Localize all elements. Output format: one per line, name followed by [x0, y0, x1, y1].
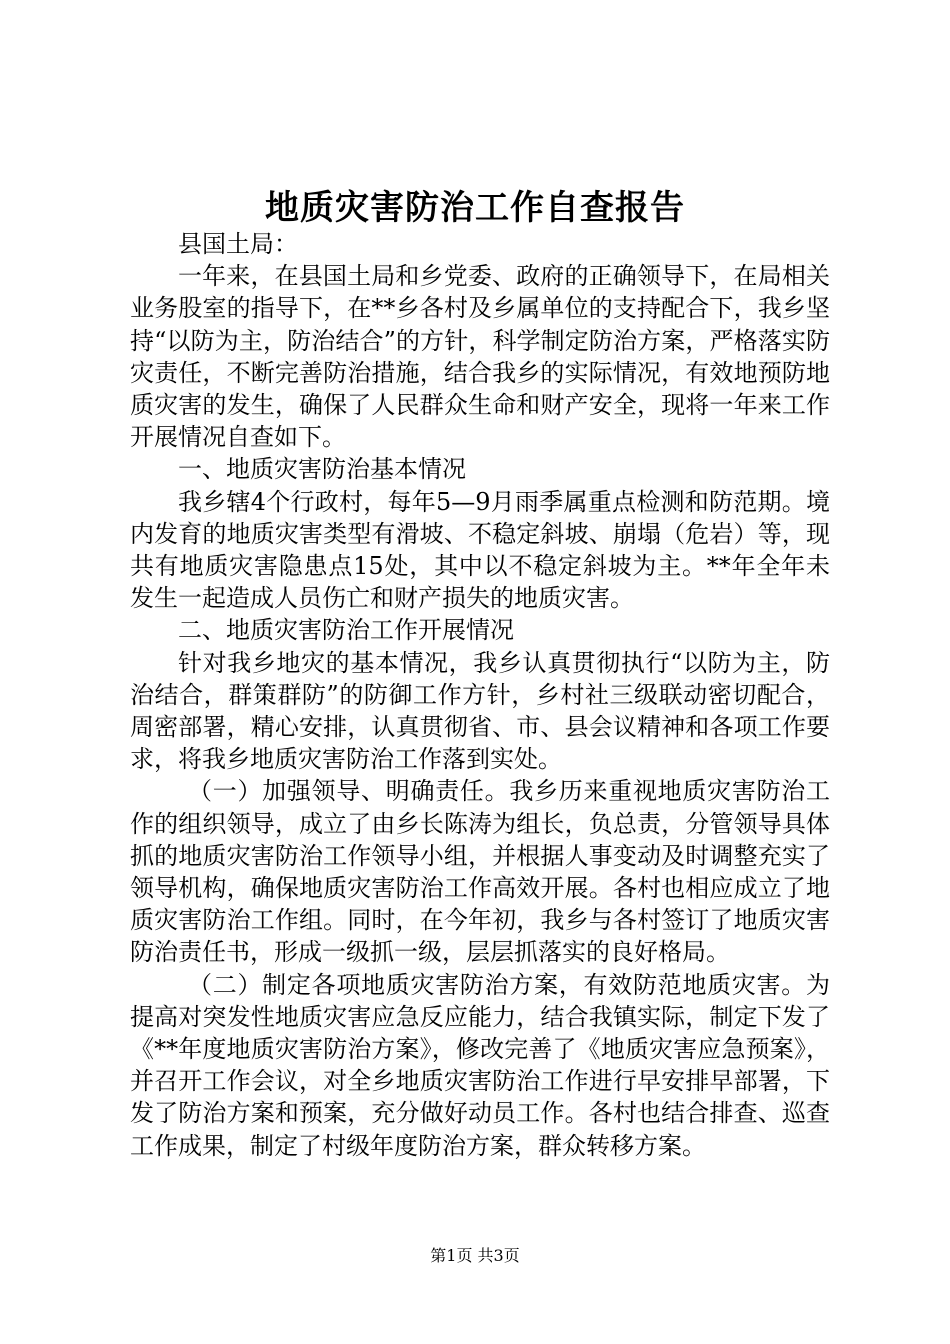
document-title: 地质灾害防治工作自查报告	[265, 188, 685, 228]
page-number-footer: 第1页 共3页	[430, 1246, 520, 1265]
section-heading-1: 一、地质灾害防治基本情况	[178, 455, 466, 484]
salutation: 县国土局：	[178, 230, 298, 258]
paragraph-intro: 一年来，在县国土局和乡党委、政府的正确领导下，在局相关业务股室的指导下，在**乡各村及乡属单位的支持配合下，我乡坚持“以防为主，防治结合”的方针，科学制定防治方案，严格落实防灾责任，不断完善防治措施，结合我乡的实际情况，有效地预防地质灾害的发生，确保了人民群众生命和财产安全，现将一年来工作开展情况自查如下。	[130, 262, 830, 452]
paragraph-basic-situation: 我乡辖4个行政村，每年5—9月雨季属重点检测和防范期。境内发育的地质灾害类型有滑坡、不稳定斜坡、崩塌（危岩）等，现共有地质灾害隐患点15处，其中以不稳定斜坡为主。**年全年未发生一起造成人员伤亡和财产损失的地质灾害。	[130, 487, 830, 613]
paragraph-plans: （二）制定各项地质灾害防治方案，有效防范地质灾害。为提高对突发性地质灾害应急反应能力，结合我镇实际，制定下发了《**年度地质灾害防治方案》，修改完善了《地质灾害应急预案》，并召开工作会议，对全乡地质灾害防治工作进行早安排早部署，下发了防治方案和预案，充分做好动员工作。各村也结合排查、巡查工作成果，制定了村级年度防治方案，群众转移方案。	[130, 970, 830, 1160]
paragraph-work-overview: 针对我乡地灾的基本情况，我乡认真贯彻执行“以防为主，防治结合，群策群防”的防御工作方针，乡村社三级联动密切配合，周密部署，精心安排，认真贯彻省、市、县会议精神和各项工作要求，将我乡地质灾害防治工作落到实处。	[130, 648, 830, 774]
paragraph-leadership: （一）加强领导、明确责任。我乡历来重视地质灾害防治工作的组织领导，成立了由乡长陈涛为组长，负总责，分管领导具体抓的地质灾害防治工作领导小组，并根据人事变动及时调整充实了领导机构，确保地质灾害防治工作高效开展。各村也相应成立了地质灾害防治工作组。同时，在今年初，我乡与各村签订了地质灾害防治责任书，形成一级抓一级，层层抓落实的良好格局。	[130, 777, 830, 967]
document-body	[130, 228, 830, 1162]
section-heading-2: 二、地质灾害防治工作开展情况	[178, 616, 514, 645]
